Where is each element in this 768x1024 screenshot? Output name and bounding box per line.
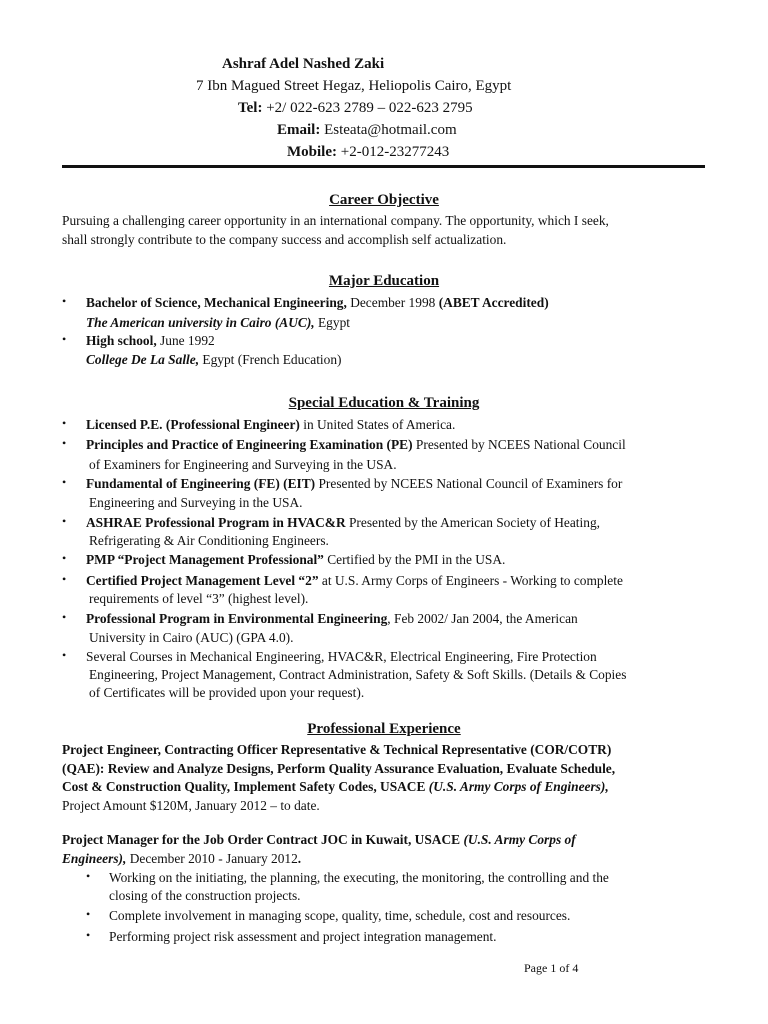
training-item-8-cont2: of Certificates will be provided upon your request). xyxy=(89,685,365,700)
training-item-7: Professional Program in Environmental Engineering, Feb 2002/ Jan 2004, the American xyxy=(86,611,578,626)
education-item-2-school: College De La Salle, Egypt (French Education) xyxy=(86,352,342,367)
bullet-icon: • xyxy=(62,514,67,528)
training-title: Special Education & Training xyxy=(288,395,480,411)
career-objective-line-2: shall strongly contribute to the company success and accomplish self actualization. xyxy=(62,232,507,247)
email-line xyxy=(277,122,457,139)
mobile-line xyxy=(287,144,449,161)
header-divider xyxy=(62,165,705,168)
bullet-icon: • xyxy=(62,294,67,308)
page-number: Page 1 of 4 xyxy=(524,961,579,975)
bullet-icon: • xyxy=(62,551,67,565)
bullet-icon: • xyxy=(62,332,67,346)
training-item-8-cont: Engineering, Project Management, Contract Administration, Safety & Soft Skills. (Details & Copies xyxy=(89,667,627,682)
training-item-6: Certified Project Management Level “2” at U.S. Army Corps of Engineers - Working to complete xyxy=(86,573,623,588)
bullet-icon: • xyxy=(62,572,67,586)
tel-label: Tel: xyxy=(238,100,263,116)
training-item-8: Several Courses in Mechanical Engineering, HVAC&R, Electrical Engineering, Fire Protection xyxy=(86,649,597,664)
job-1-title-line-2: (QAE): Review and Analyze Designs, Perform Quality Assurance Evaluation, Evaluate Schedule, xyxy=(62,761,616,776)
training-item-2: Principles and Practice of Engineering Examination (PE) Presented by NCEES National Council xyxy=(86,437,626,452)
job-2-bullet-1: Working on the initiating, the planning, the executing, the monitoring, the controlling and the xyxy=(109,870,609,885)
job-2-bullet-2: Complete involvement in managing scope, quality, time, schedule, cost and resources. xyxy=(109,908,571,923)
job-1-title-line-1: Project Engineer, Contracting Officer Representative & Technical Representative (COR/COTR) xyxy=(62,742,612,757)
bullet-icon: • xyxy=(62,610,67,624)
major-education-title: Major Education xyxy=(328,273,440,289)
training-item-3-cont: Engineering and Surveying in the USA. xyxy=(89,495,303,510)
experience-title: Professional Experience xyxy=(307,721,461,737)
telephone-line xyxy=(238,100,473,117)
address: 7 Ibn Magued Street Hegaz, Heliopolis Cairo, Egypt xyxy=(196,78,512,94)
bullet-icon: • xyxy=(86,928,91,942)
job-2-title-line-1: Project Manager for the Job Order Contract JOC in Kuwait, USACE (U.S. Army Corps of xyxy=(62,832,576,847)
training-item-4: ASHRAE Professional Program in HVAC&R Presented by the American Society of Heating, xyxy=(86,515,600,530)
education-item-1: Bachelor of Science, Mechanical Engineering, December 1998 (ABET Accredited) xyxy=(86,295,549,310)
bullet-icon: • xyxy=(62,416,67,430)
bullet-icon: • xyxy=(62,475,67,489)
applicant-name: Ashraf Adel Nashed Zaki xyxy=(222,56,385,72)
training-item-3: Fundamental of Engineering (FE) (EIT) Presented by NCEES National Council of Examiners for xyxy=(86,476,623,491)
job-2-title-line-2: Engineers), December 2010 - January 2012. xyxy=(62,851,302,866)
bullet-icon: • xyxy=(62,648,67,662)
job-2-bullet-1-cont: closing of the construction projects. xyxy=(109,888,301,903)
bullet-icon: • xyxy=(86,907,91,921)
education-item-1-school: The American university in Cairo (AUC), Egypt xyxy=(86,315,350,330)
training-item-1: Licensed P.E. (Professional Engineer) in United States of America. xyxy=(86,417,456,432)
job-1-title-line-3: Cost & Construction Quality, Implement Safety Codes, USACE (U.S. Army Corps of Engineers), xyxy=(62,779,609,794)
mobile-label: Mobile: xyxy=(287,144,337,160)
training-item-6-cont: requirements of level “3” (highest level). xyxy=(89,591,309,606)
job-2-bullet-3: Performing project risk assessment and project integration management. xyxy=(109,929,497,944)
mobile-value: +2-012-23277243 xyxy=(340,144,450,160)
email-label: Email: xyxy=(277,122,321,138)
education-item-2: High school, June 1992 xyxy=(86,333,215,348)
career-objective-line-1: Pursuing a challenging career opportunity in an international company. The opportunity, which I seek, xyxy=(62,213,609,228)
bullet-icon: • xyxy=(86,869,91,883)
bullet-icon: • xyxy=(62,436,67,450)
tel-value: +2/ 022-623 2789 – 022-623 2795 xyxy=(266,100,473,116)
training-item-5: PMP “Project Management Professional” Certified by the PMI in the USA. xyxy=(86,552,506,567)
email-value: Esteata@hotmail.com xyxy=(324,122,457,138)
job-1-details: Project Amount $120M, January 2012 – to date. xyxy=(62,798,320,813)
training-item-2-cont: of Examiners for Engineering and Surveying in the USA. xyxy=(89,457,397,472)
training-item-4-cont: Refrigerating & Air Conditioning Engineers. xyxy=(89,533,329,548)
training-item-7-cont: University in Cairo (AUC) (GPA 4.0). xyxy=(89,630,294,645)
career-objective-title: Career Objective xyxy=(329,192,439,208)
